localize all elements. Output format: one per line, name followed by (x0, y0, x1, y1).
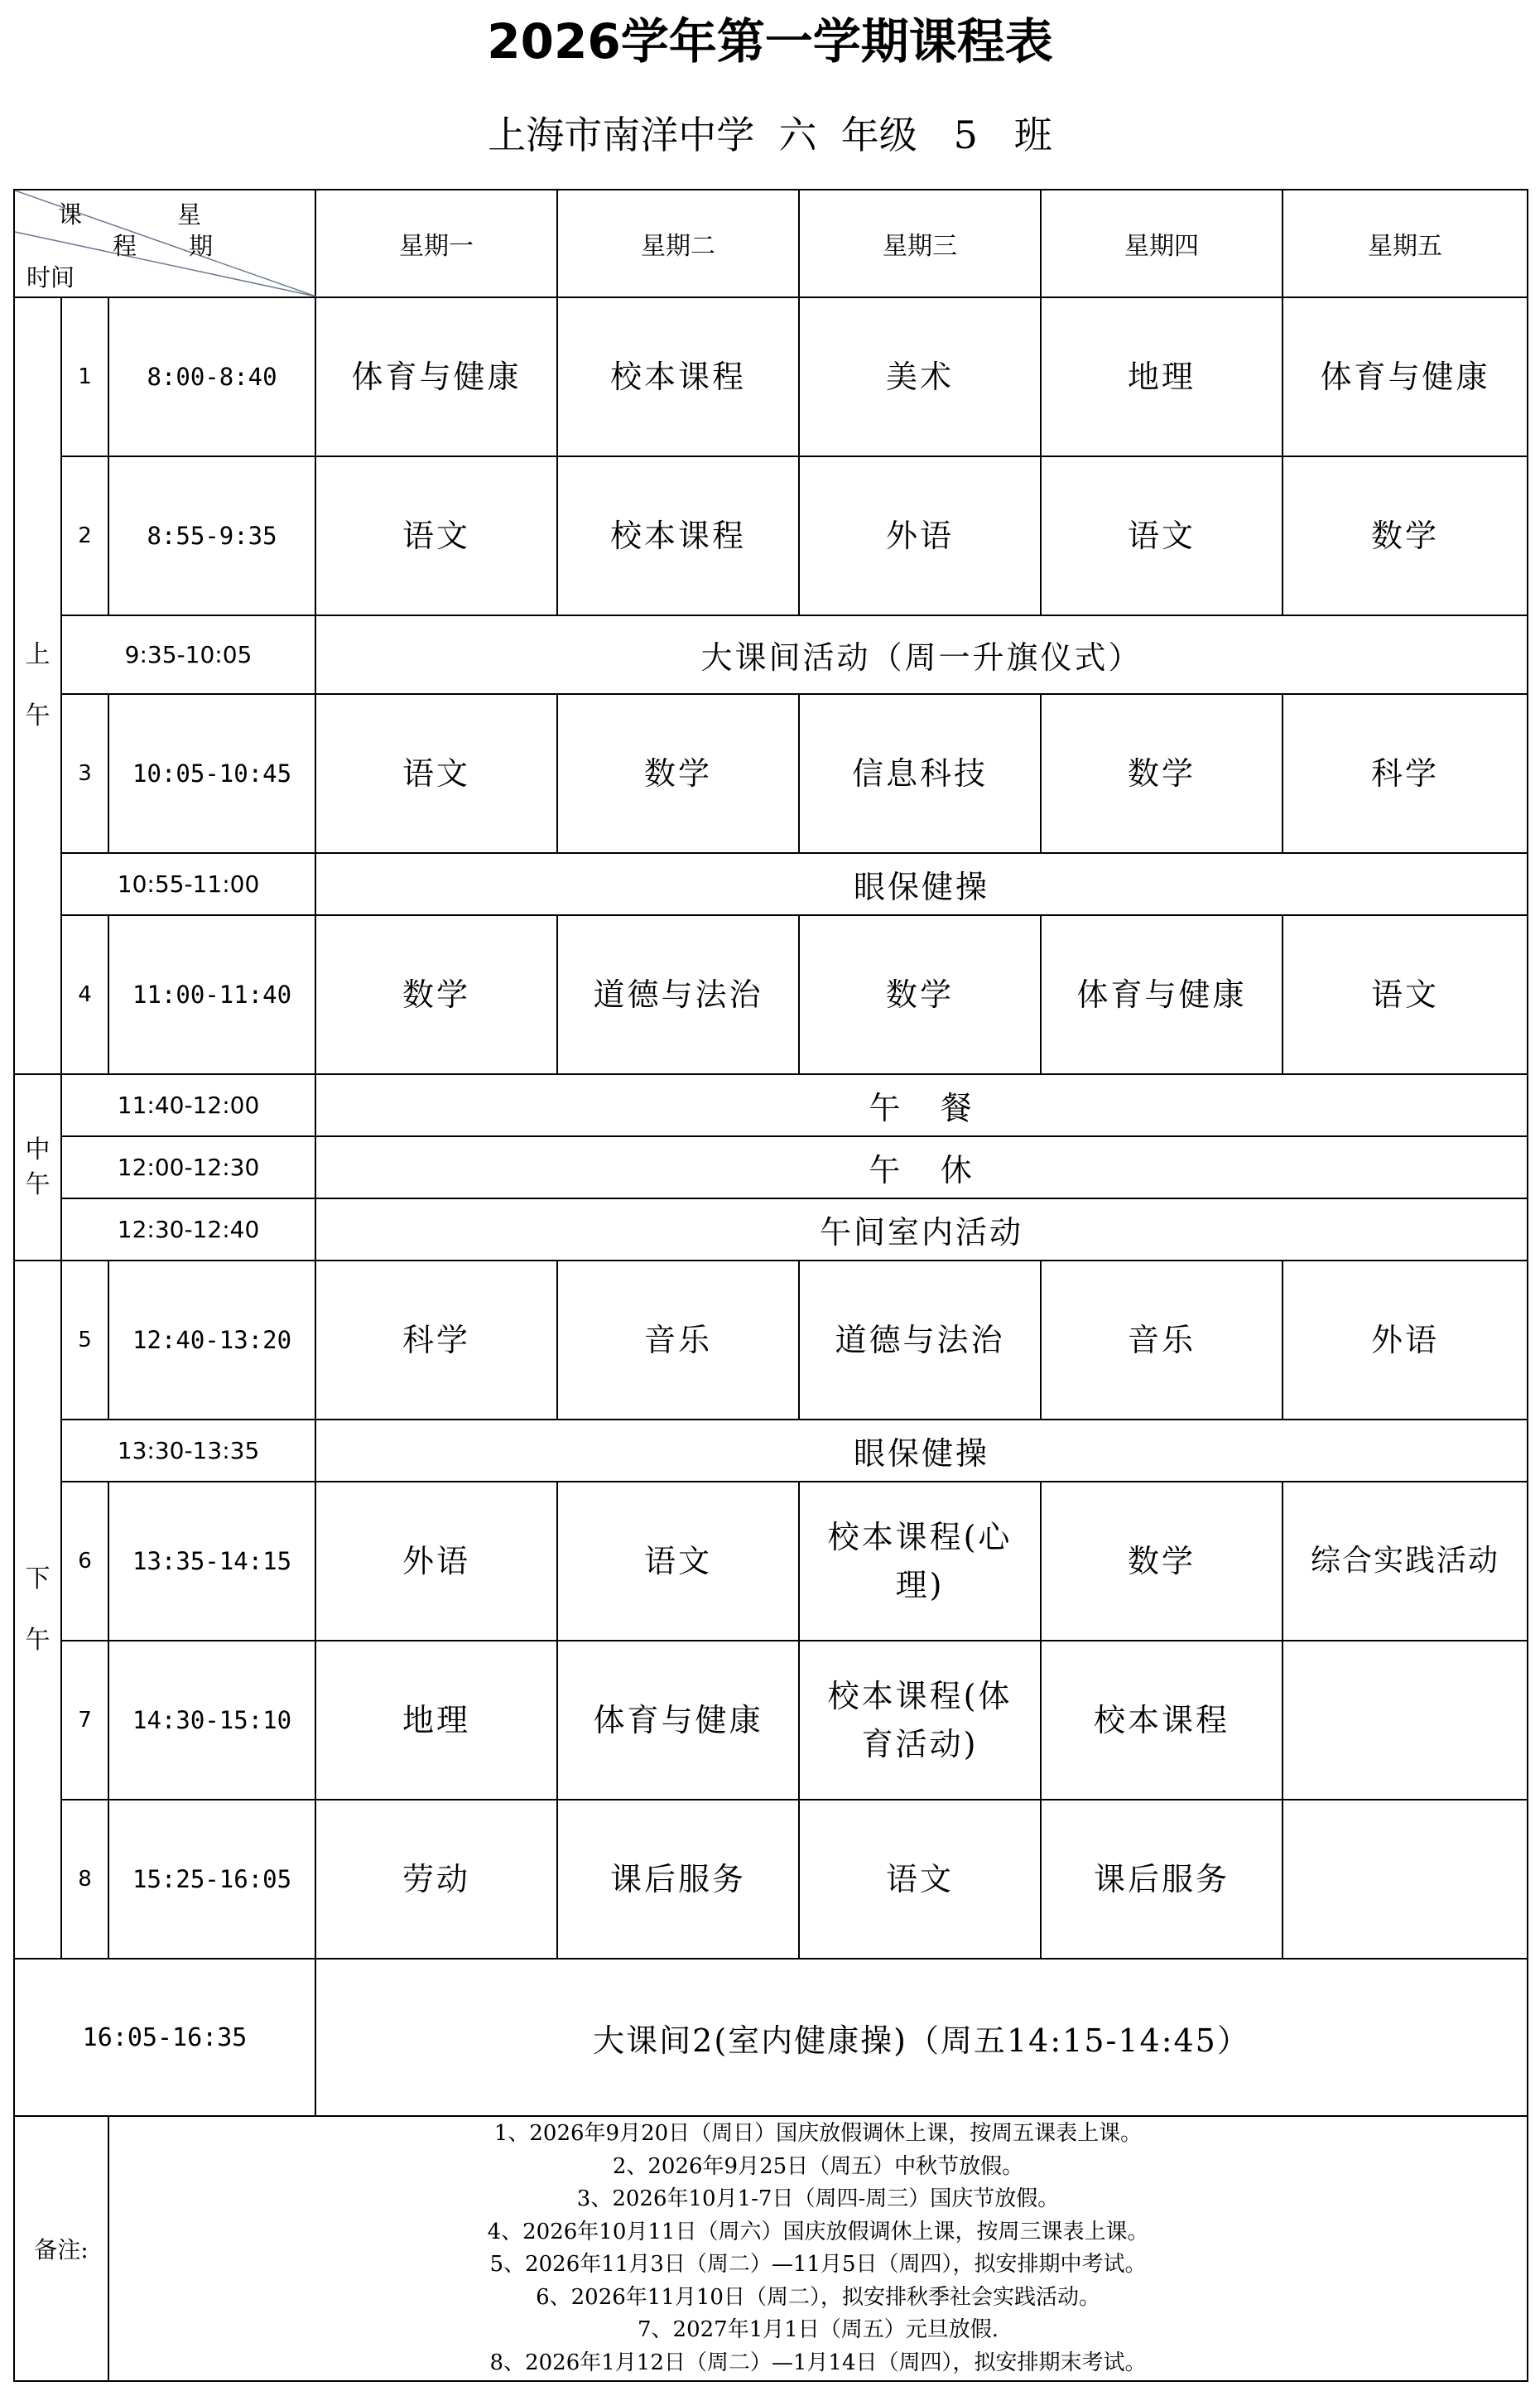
break-time: 12:00-12:30 (61, 1136, 315, 1198)
lesson-number: 2 (61, 456, 108, 615)
lesson-row-5 (14, 1261, 1528, 1420)
subject-cell: 道德与法治 (557, 915, 799, 1074)
lesson-row-4 (14, 915, 1528, 1074)
break-time: 12:30-12:40 (61, 1198, 315, 1261)
subject-cell: 外语 (1283, 1261, 1528, 1420)
subject-cell: 外语 (315, 1482, 557, 1641)
lesson-time: 13:35-14:15 (108, 1482, 315, 1641)
subject-cell: 科学 (315, 1261, 557, 1420)
subject-cell: 音乐 (557, 1261, 799, 1420)
corner-ke: 课 (58, 200, 83, 229)
subject-cell: 综合实践活动 (1283, 1482, 1528, 1641)
lesson-number: 1 (61, 297, 108, 456)
subject-cell: 体育与健康 (1283, 297, 1528, 456)
lesson-time: 8:00-8:40 (108, 297, 315, 456)
break-activity: 大课间活动（周一升旗仪式） (315, 615, 1528, 694)
subject-cell: 数学 (1283, 456, 1528, 615)
lesson-row-2 (14, 456, 1528, 615)
corner-qi: 期 (189, 232, 214, 260)
subject-cell: 语文 (1283, 915, 1528, 1074)
lesson-number: 3 (61, 694, 108, 853)
break-row (14, 853, 1528, 915)
break-row-nap (14, 1136, 1528, 1198)
subject-cell: 课后服务 (557, 1800, 799, 1959)
tail-break-activity: 大课间2(室内健康操)（周五14:15-14:45） (315, 1959, 1528, 2116)
corner-header-cell (14, 190, 315, 297)
remark-item: 4、2026年10月11日（周六）国庆放假调休上课，按周三课表上课。 (487, 2219, 1149, 2244)
subject-cell: 科学 (1283, 694, 1528, 853)
tail-break-row (14, 1959, 1528, 2116)
subject-cell: 数学 (799, 915, 1041, 1074)
corner-shijian: 时间 (26, 263, 75, 292)
day-header-mon: 星期一 (315, 190, 557, 297)
tail-break-time: 16:05-16:35 (14, 1959, 315, 2116)
header-row (14, 190, 1528, 297)
schedule-table (13, 189, 1528, 2382)
remark-item: 8、2026年1月12日（周二）—1月14日（周四），拟安排期末考试。 (489, 2350, 1147, 2375)
subject-cell: 数学 (315, 915, 557, 1074)
subject-cell: 课后服务 (1041, 1800, 1283, 1959)
lesson-time: 14:30-15:10 (108, 1641, 315, 1800)
remark-item: 3、2026年10月1-7日（周四-周三）国庆节放假。 (576, 2186, 1060, 2211)
break-row-noon-activity (14, 1198, 1528, 1261)
subject-cell: 语文 (557, 1482, 799, 1641)
remark-item: 5、2026年11月3日（周二）—11月5日（周四），拟安排期中考试。 (489, 2252, 1147, 2277)
subject-cell: 道德与法治 (799, 1261, 1041, 1420)
lesson-time: 11:00-11:40 (108, 915, 315, 1074)
day-header-tue: 星期二 (557, 190, 799, 297)
subject-cell: 校本课程 (557, 297, 799, 456)
break-activity: 午 餐 (315, 1074, 1528, 1136)
page-title: 2026学年第一学期课程表 (487, 13, 1053, 70)
subject-cell: 校本课程(体育活动) (799, 1641, 1041, 1800)
break-activity: 午 休 (315, 1136, 1528, 1198)
day-header-thu: 星期四 (1041, 190, 1283, 297)
break-row-lunch (14, 1074, 1528, 1136)
lesson-number: 8 (61, 1800, 108, 1959)
lesson-number: 6 (61, 1482, 108, 1641)
subject-cell: 音乐 (1041, 1261, 1283, 1420)
remark-item: 7、2027年1月1日（周五）元旦放假. (637, 2317, 999, 2342)
period-noon: 中 午 (14, 1074, 61, 1261)
subject-cell: 语文 (799, 1800, 1041, 1959)
subject-cell: 语文 (1041, 456, 1283, 615)
remarks-row (14, 2116, 1528, 2381)
break-activity: 午间室内活动 (315, 1198, 1528, 1261)
subject-cell: 美术 (799, 297, 1041, 456)
subject-cell: 语文 (315, 694, 557, 853)
break-time: 13:30-13:35 (61, 1420, 315, 1482)
subject-cell: 体育与健康 (1041, 915, 1283, 1074)
subject-cell: 语文 (315, 456, 557, 615)
break-time: 9:35-10:05 (61, 615, 315, 694)
lesson-row-6 (14, 1482, 1528, 1641)
subject-cell: 校本课程 (557, 456, 799, 615)
lesson-row-1 (14, 297, 1528, 456)
day-header-fri: 星期五 (1283, 190, 1528, 297)
subject-cell: 地理 (315, 1641, 557, 1800)
day-header-wed: 星期三 (799, 190, 1041, 297)
subject-cell: 数学 (1041, 1482, 1283, 1641)
subject-cell: 数学 (1041, 694, 1283, 853)
class-subtitle: 上海市南洋中学 六 年级 5 班 (488, 113, 1052, 157)
lesson-row-3 (14, 694, 1528, 853)
lesson-row-8 (14, 1800, 1528, 1959)
remarks-label: 备注: (14, 2116, 108, 2381)
break-row (14, 615, 1528, 694)
lesson-number: 7 (61, 1641, 108, 1800)
break-activity: 眼保健操 (315, 1420, 1528, 1482)
subject-cell: 体育与健康 (315, 297, 557, 456)
subject-cell (1283, 1800, 1528, 1959)
subject-cell: 数学 (557, 694, 799, 853)
subject-cell: 地理 (1041, 297, 1283, 456)
subject-cell: 校本课程 (1041, 1641, 1283, 1800)
corner-cheng: 程 (113, 232, 137, 260)
lesson-time: 8:55-9:35 (108, 456, 315, 615)
break-row (14, 1420, 1528, 1482)
remark-item: 2、2026年9月25日（周五）中秋节放假。 (612, 2153, 1024, 2179)
lesson-time: 15:25-16:05 (108, 1800, 315, 1959)
break-time: 11:40-12:00 (61, 1074, 315, 1136)
remarks-list (108, 2116, 1528, 2381)
lesson-time: 12:40-13:20 (108, 1261, 315, 1420)
subject-cell: 体育与健康 (557, 1641, 799, 1800)
subject-cell: 外语 (799, 456, 1041, 615)
break-time: 10:55-11:00 (61, 853, 315, 915)
subject-cell (1283, 1641, 1528, 1800)
lesson-number: 5 (61, 1261, 108, 1420)
subject-cell: 劳动 (315, 1800, 557, 1959)
lesson-time: 10:05-10:45 (108, 694, 315, 853)
break-activity: 眼保健操 (315, 853, 1528, 915)
remark-item: 1、2026年9月20日（周日）国庆放假调休上课，按周五课表上课。 (493, 2121, 1143, 2146)
period-afternoon: 下 午 (14, 1261, 61, 1959)
remark-item: 6、2026年11月10日（周二），拟安排秋季社会实践活动。 (536, 2284, 1100, 2310)
corner-xing: 星 (177, 200, 202, 229)
lesson-number: 4 (61, 915, 108, 1074)
subject-cell: 校本课程(心理) (799, 1482, 1041, 1641)
lesson-row-7 (14, 1641, 1528, 1800)
subject-cell: 信息科技 (799, 694, 1041, 853)
period-morning: 上 午 (14, 297, 61, 1074)
